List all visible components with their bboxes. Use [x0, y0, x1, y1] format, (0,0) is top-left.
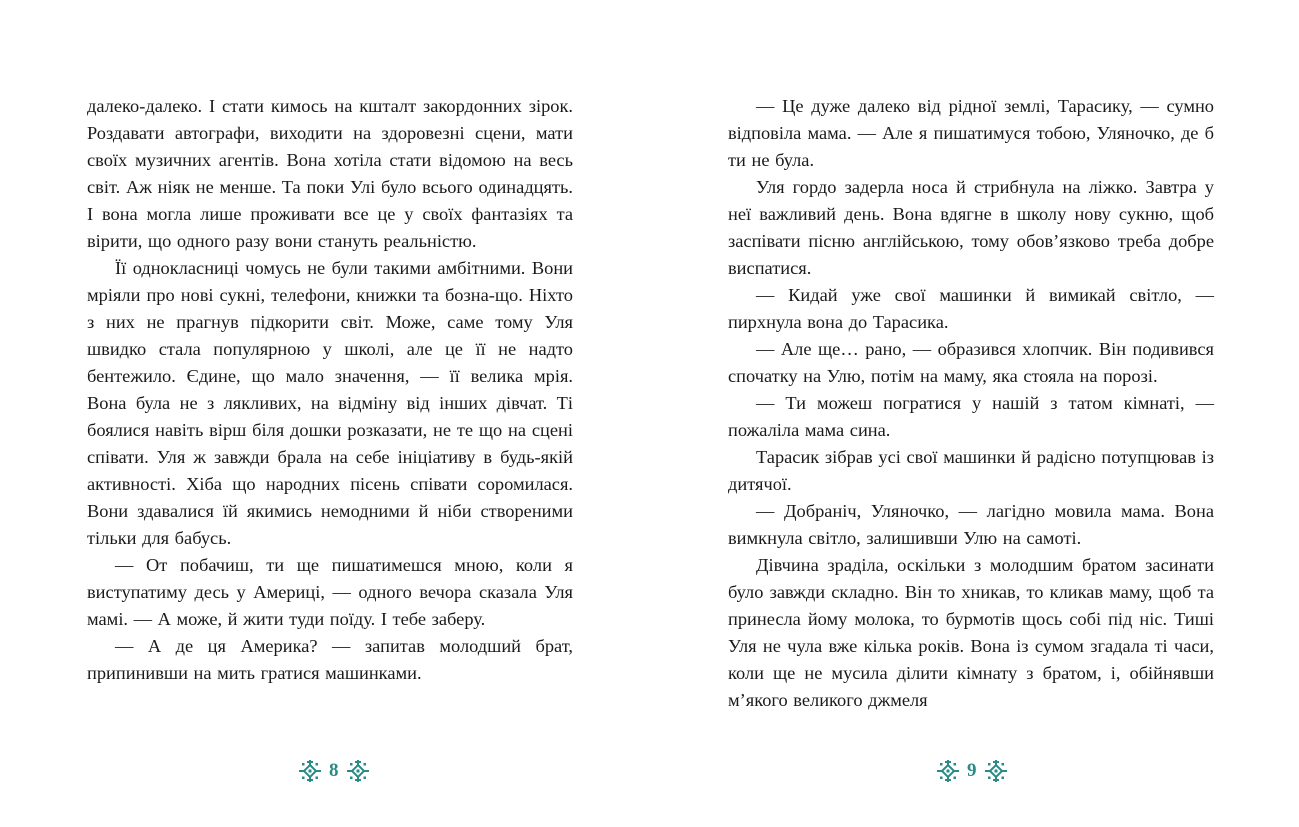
paragraph: Дівчина зраділа, оскільки з молодшим братом засинати було завжди складно. Він то хникав, то кликав маму, щоб та принесла йому молока, то бурмотів щось собі під ніс. Тиші Уля не чула вже кілька років. Вона із сумом згадала ті часи, коли ще не мусила ділити кімнату з братом, і, обійнявши м’якого великого джмеля — [728, 555, 1214, 710]
paragraph: — Це дуже далеко від рідної землі, Тарасику, — сумно відповіла мама. — Але я пишатимуся тобою, Уляночко, де б ти не була. — [728, 96, 1214, 170]
embroidery-ornament-icon — [347, 760, 369, 782]
paragraph: — Кидай уже свої машинки й вимикай світло, — пирхнула вона до Тарасика. — [728, 285, 1214, 332]
paragraph: — А де ця Америка? — запитав молодший брат, припинивши на мить гратися машинками. — [87, 636, 573, 683]
embroidery-ornament-icon — [299, 760, 321, 782]
embroidery-ornament-icon — [937, 760, 959, 782]
left-page-text — [87, 93, 573, 687]
page-number-left — [299, 760, 369, 782]
page-number: 8 — [329, 760, 339, 781]
paragraph: далеко-далеко. І стати кимось на кшталт закордонних зірок. Роздавати автографи, виходити на здоровезні сцени, мати своїх музичних агентів. Вона хотіла стати відомою на весь світ. Аж ніяк не менше. Та поки Улі було всього одинадцять. І вона могла лише проживати все це у своїх фантазіях та вірити, що одного разу вони стануть реальністю. — [87, 96, 573, 251]
page-number: 9 — [967, 760, 977, 781]
paragraph: — Але ще… рано, — образився хлопчик. Він подивився спочатку на Улю, потім на маму, яка стояла на порозі. — [728, 339, 1214, 386]
paragraph: — От побачиш, ти ще пишатимешся мною, коли я виступатиму десь у Америці, — одного вечора сказала Уля мамі. — А може, й жити туди поїду. І тебе заберу. — [87, 555, 573, 629]
page-number-right — [937, 760, 1007, 782]
paragraph: — Добраніч, Уляночко, — лагідно мовила мама. Вона вимкнула світло, залишивши Улю на самоті. — [728, 501, 1214, 548]
right-page-text — [728, 93, 1214, 714]
paragraph: Уля гордо задерла носа й стрибнула на ліжко. Завтра у неї важливий день. Вона вдягне в школу нову сукню, щоб заспівати пісню англійською, тому обов’язково треба добре виспатися. — [728, 177, 1214, 278]
paragraph: Її однокласниці чомусь не були такими амбітними. Вони мріяли про нові сукні, телефони, книжки та бозна-що. Ніхто з них не прагнув підкорити світ. Може, саме тому Уля швидко стала популярною у школі, але це її не надто бентежило. Єдине, що мало значення, — її велика мрія. Вона була не з лякливих, на відміну від інших дівчат. Ті боялися навіть вірш біля дошки розказати, не те що на сцені співати. Уля ж завжди брала на себе ініціативу в будь-якій активності. Хіба що народних пісень співати соромилася. Вони здавалися їй якимись немодними й ніби створеними тільки для бабусь. — [87, 258, 573, 548]
embroidery-ornament-icon — [985, 760, 1007, 782]
paragraph: — Ти можеш погратися у нашій з татом кімнаті, — пожаліла мама сина. — [728, 393, 1214, 440]
paragraph: Тарасик зібрав усі свої машинки й радісно потупцював із дитячої. — [728, 447, 1214, 494]
